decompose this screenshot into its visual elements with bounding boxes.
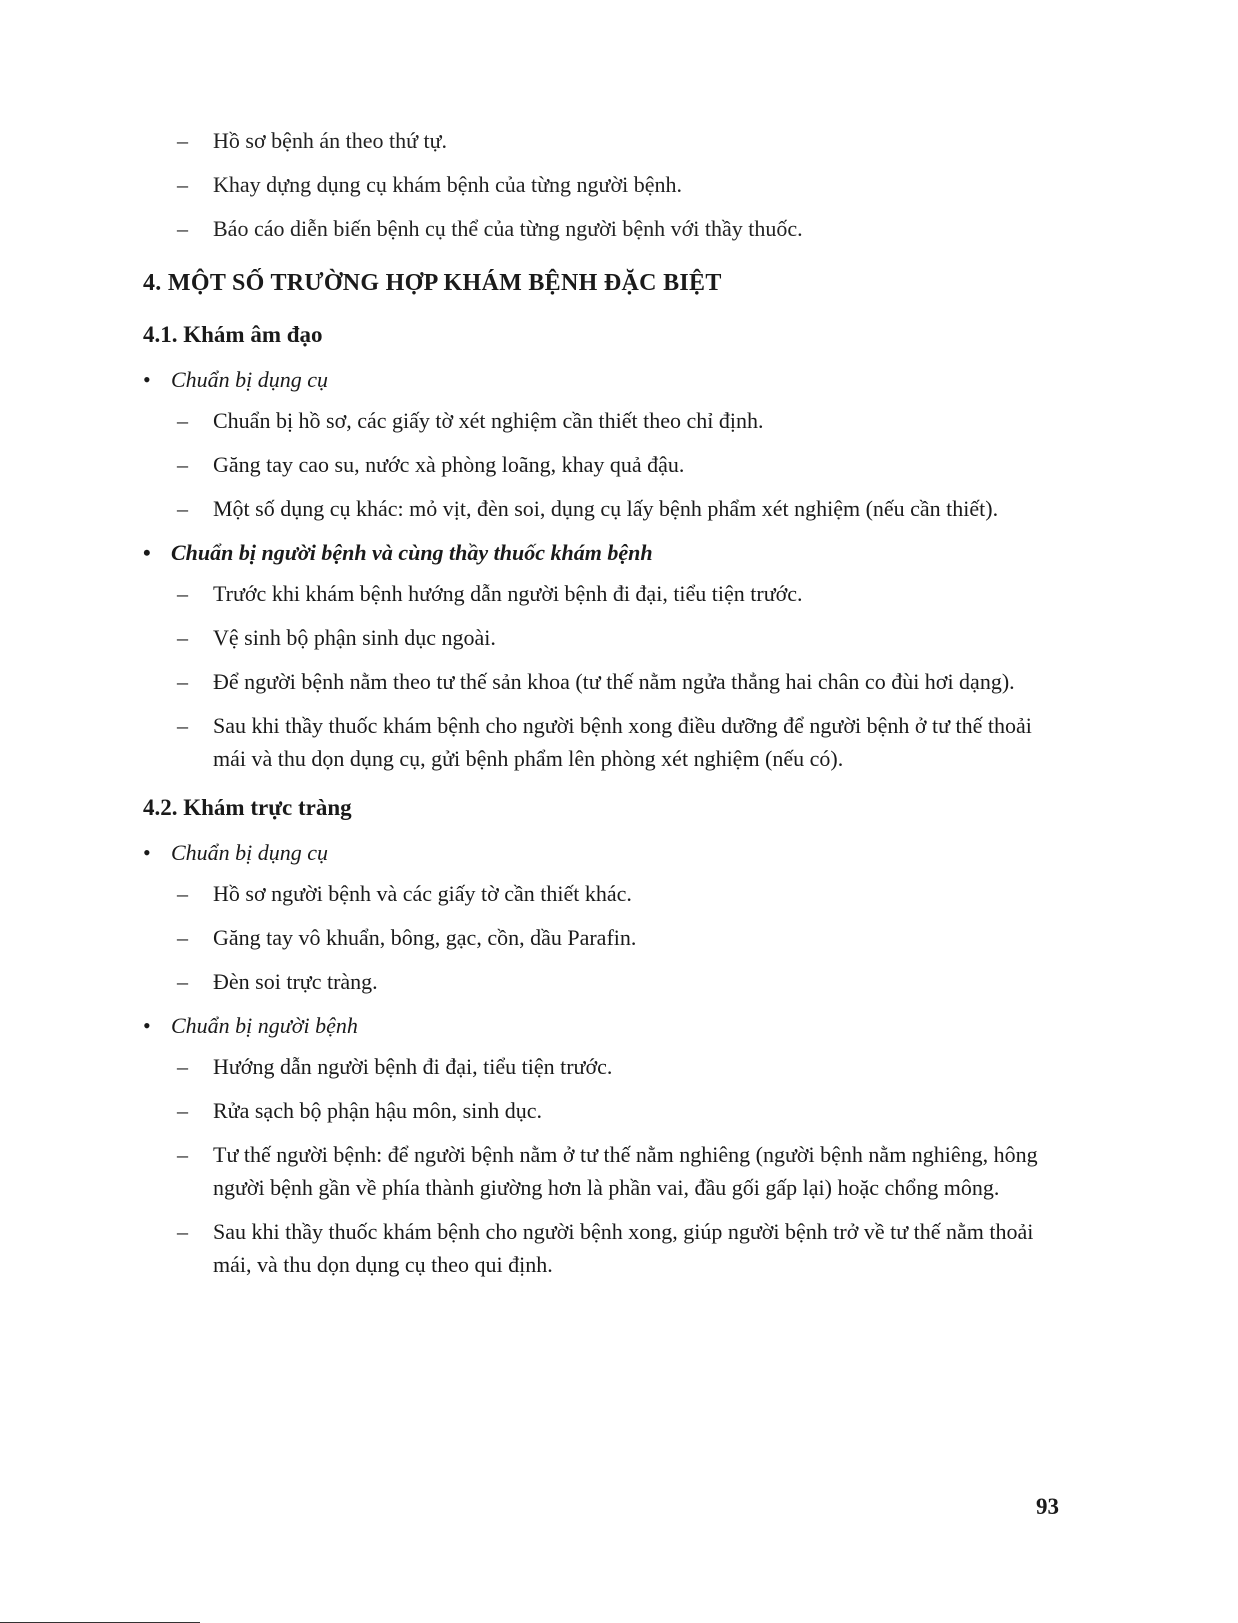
dash-marker: – — [177, 216, 188, 241]
list-item — [143, 492, 1063, 525]
list-item — [143, 577, 1063, 610]
list-item-text: Tư thế người bệnh: để người bệnh nằm ở tư thế nằm nghiêng (người bệnh nằm nghiêng, hông người bệnh gần về phía thành giường hơn là phần vai, đầu gối gấp lại) hoặc chổng mông. — [213, 1142, 1038, 1200]
section-heading: 4. MỘT SỐ TRƯỜNG HỢP KHÁM BỆNH ĐẶC BIỆT — [143, 270, 722, 296]
bullet-heading-text: Chuẩn bị người bệnh và cùng thầy thuốc khám bệnh — [171, 540, 653, 565]
list-item — [143, 168, 1063, 201]
dash-marker: – — [177, 625, 188, 650]
subsection-heading-4-2: 4.2. Khám trực tràng — [143, 795, 352, 820]
list-item-text: Hướng dẫn người bệnh đi đại, tiểu tiện trước. — [213, 1054, 613, 1079]
dash-marker: – — [177, 925, 188, 950]
dash-marker: – — [177, 713, 188, 738]
dash-marker: – — [177, 1219, 188, 1244]
bullet-dot-icon: • — [143, 367, 151, 392]
dash-marker: – — [177, 1054, 188, 1079]
bullet-heading-text: Chuẩn bị dụng cụ — [171, 840, 329, 865]
page-number: 93 — [1036, 1494, 1059, 1519]
list-item — [143, 1050, 1063, 1083]
list-item — [143, 965, 1063, 998]
bullet-heading — [143, 836, 1063, 869]
bullet-heading-text: Chuẩn bị dụng cụ — [171, 367, 329, 392]
list-item-text: Hồ sơ người bệnh và các giấy tờ cần thiết khác. — [213, 881, 632, 906]
top-list — [143, 124, 1063, 245]
list-item-text: Trước khi khám bệnh hướng dẫn người bệnh đi đại, tiểu tiện trước. — [213, 581, 803, 606]
list-item-text: Đèn soi trực tràng. — [213, 969, 378, 994]
dash-marker: – — [177, 172, 188, 197]
subsection-heading-4-1: 4.1. Khám âm đạo — [143, 322, 323, 347]
list-item — [143, 709, 1063, 775]
bullet-heading — [143, 1009, 1063, 1042]
bullet-dot-icon: • — [143, 540, 151, 565]
list-item-text: Sau khi thầy thuốc khám bệnh cho người bệnh xong, giúp người bệnh trở về tư thế nằm thoải mái, và thu dọn dụng cụ theo qui định. — [213, 1219, 1034, 1277]
dash-marker: – — [177, 881, 188, 906]
bullet-heading — [143, 536, 1063, 569]
dash-marker: – — [177, 1142, 188, 1167]
bullet-dot-icon: • — [143, 1013, 151, 1038]
list-item — [143, 1094, 1063, 1127]
list-item — [143, 921, 1063, 954]
list-item-text: Hồ sơ bệnh án theo thứ tự. — [213, 128, 448, 153]
list-item — [143, 124, 1063, 157]
dash-marker: – — [177, 408, 188, 433]
list-item-text: Báo cáo diễn biến bệnh cụ thể của từng người bệnh với thầy thuốc. — [213, 216, 803, 241]
dash-marker: – — [177, 496, 188, 521]
bullet-dot-icon: • — [143, 840, 151, 865]
dash-marker: – — [177, 1098, 188, 1123]
list-item-text: Vệ sinh bộ phận sinh dục ngoài. — [213, 625, 496, 650]
dash-marker: – — [177, 669, 188, 694]
bullet-heading-text: Chuẩn bị người bệnh — [171, 1013, 358, 1038]
dash-marker: – — [177, 128, 188, 153]
list-item-text: Một số dụng cụ khác: mỏ vịt, đèn soi, dụng cụ lấy bệnh phẩm xét nghiệm (nếu cần thiết). — [213, 496, 999, 521]
list-item-text: Găng tay cao su, nước xà phòng loãng, khay quả đậu. — [213, 452, 685, 477]
list-item — [143, 448, 1063, 481]
list-item — [143, 404, 1063, 437]
list-item — [143, 877, 1063, 910]
dash-marker: – — [177, 581, 188, 606]
list-item-text: Rửa sạch bộ phận hậu môn, sinh dục. — [213, 1098, 543, 1123]
page-content — [143, 124, 1063, 1292]
list-item — [143, 621, 1063, 654]
list-item-text: Găng tay vô khuẩn, bông, gạc, cồn, dầu Parafin. — [213, 925, 637, 950]
list-item-text: Chuẩn bị hồ sơ, các giấy tờ xét nghiệm cần thiết theo chỉ định. — [213, 408, 764, 433]
dash-marker: – — [177, 969, 188, 994]
bullet-heading — [143, 363, 1063, 396]
list-item-text: Để người bệnh nằm theo tư thế sản khoa (tư thế nằm ngửa thẳng hai chân co đùi hơi dạng). — [213, 669, 1015, 694]
dash-marker: – — [177, 452, 188, 477]
list-item — [143, 1215, 1063, 1281]
list-item-text: Sau khi thầy thuốc khám bệnh cho người bệnh xong điều dưỡng để người bệnh ở tư thế thoải mái và thu dọn dụng cụ, gửi bệnh phẩm lên phòng xét nghiệm (nếu có). — [213, 713, 1032, 771]
list-item — [143, 212, 1063, 245]
list-item — [143, 1138, 1063, 1204]
list-item — [143, 665, 1063, 698]
list-item-text: Khay dựng dụng cụ khám bệnh của từng người bệnh. — [213, 172, 682, 197]
